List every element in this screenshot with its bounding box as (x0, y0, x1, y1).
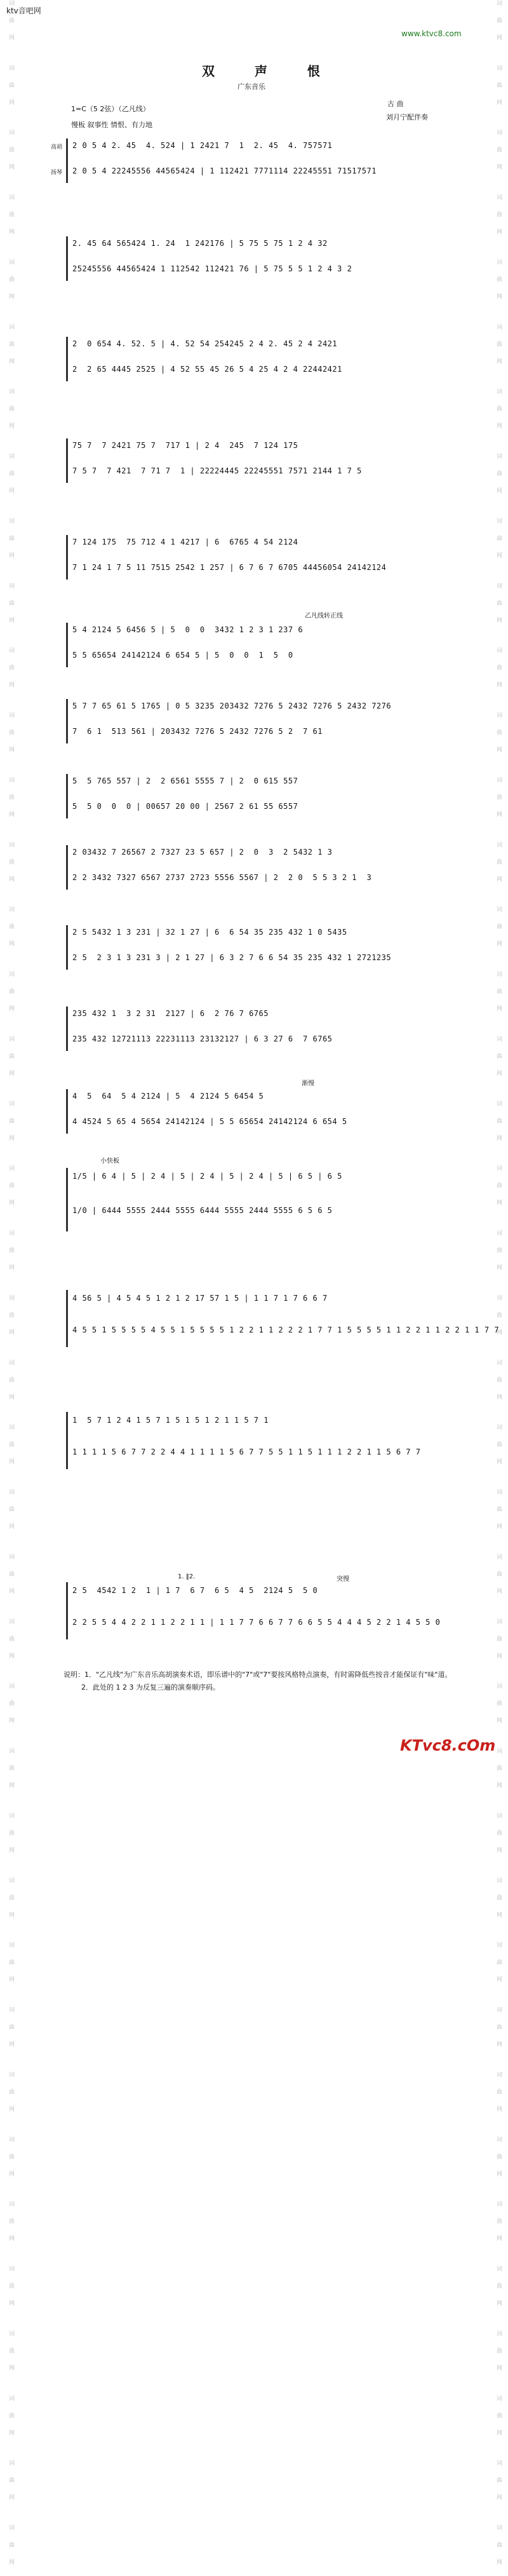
accompaniment-line: 2 5 2 3 1 3 231 3 | 2 1 27 | 6 3 2 7 6 6 54 35 235 432 1 2721235 (72, 953, 392, 962)
instrument-label-bottom: 扬琴 (51, 170, 63, 176)
system-brace (66, 623, 68, 667)
system-brace (66, 139, 68, 183)
accompaniment-line: 2 2 5 5 4 4 2 2 1 1 2 2 1 1 | 1 1 7 7 6 6 7 7 6 6 5 5 4 4 4 5 2 2 1 4 5 5 0 (72, 1618, 441, 1627)
accompaniment-line: 235 432 12721113 22231113 23132127 | 6 3 27 6 7 6765 (72, 1034, 333, 1043)
accompaniment-line: 4 4524 5 65 4 5654 24142124 | 5 5 65654 24142124 6 654 5 (72, 1117, 347, 1126)
score-system (69, 845, 458, 890)
footnote-1: 说明：1．"乙凡线"为广东音乐高胡演奏术语，即乐谱中的"7"或"7"要按风格特点演奏，有时需降低些按音才能保证有"味"道。 (64, 1671, 452, 1679)
melody-line: 2 5 5432 1 3 231 | 32 1 27 | 6 6 54 35 235 432 1 0 5435 (72, 928, 347, 937)
system-brace (66, 1290, 68, 1347)
accompaniment-line: 2 2 3432 7327 6567 2737 2723 5556 5567 | 2 2 0 5 5 3 2 1 3 (72, 873, 372, 882)
system-brace (66, 1582, 68, 1639)
melody-line: 1/5 | 6 4 | 5 | 2 4 | 5 | 2 4 | 5 | 2 4 | 5 | 6 5 | 6 5 (72, 1172, 342, 1181)
subtitle: 广东音乐 (237, 83, 265, 91)
score-system (69, 438, 458, 483)
melody-line: 5 4 2124 5 6456 5 | 5 0 0 3432 1 2 3 1 237 6 (72, 625, 304, 634)
site-url[interactable]: www.ktvc8.com (401, 29, 462, 38)
score-system (69, 535, 458, 580)
melody-line: 4 5 64 5 4 2124 | 5 4 2124 5 6454 5 (72, 1092, 264, 1101)
instrument-label-top: 高胡 (51, 144, 63, 151)
score-system (51, 139, 458, 183)
tempo-marking: 慢板 叙事性 情恨、有力地 (71, 121, 152, 129)
song-title: 双 声 恨 (202, 64, 338, 79)
score-system (69, 1412, 458, 1469)
melody-line: 75 7 7 2421 75 7 717 1 | 2 4 245 7 124 175 (72, 441, 298, 450)
melody-line: 1 5 7 1 2 4 1 5 7 1 5 1 5 1 2 1 1 5 7 1 (72, 1416, 269, 1425)
footnotes (64, 1670, 457, 1693)
accompaniment-line: 1 1 1 1 5 6 7 7 2 2 4 4 1 1 1 1 5 6 7 7 5 5 1 1 5 1 1 1 2 2 1 1 5 6 7 7 (72, 1447, 421, 1456)
melody-line: 2 03432 7 26567 2 7327 23 5 657 | 2 0 3 2 5432 1 3 (72, 848, 333, 857)
score-system (69, 1582, 458, 1639)
composer: 古 曲 (387, 100, 404, 108)
score-system (69, 236, 458, 281)
system-brace (66, 337, 68, 381)
accompaniment-line: 7 5 7 7 421 7 71 7 1 | 22224445 22245551 7571 2144 1 7 5 (72, 466, 362, 475)
annotation-line-change: 乙凡线转正线 (305, 613, 343, 620)
score-system (69, 699, 458, 743)
system-brace (66, 845, 68, 890)
accompaniment-line: 5 5 0 0 0 | 00657 20 00 | 2567 2 61 55 6557 (72, 802, 298, 811)
accompaniment-line: 2 0 5 4 22245556 44565424 | 1 112421 7771114 22245551 71517571 (72, 166, 377, 175)
footnote-2: 2．此处的 1 2 3 为反复三遍的演奏顺序码。 (81, 1683, 220, 1691)
melody-line: 5 5 765 557 | 2 2 6561 5555 7 | 2 0 615 557 (72, 776, 298, 785)
side-watermark-right: 词曲网 词曲网 词曲网 词曲网 词曲网 词曲网 词曲网 词曲网 词曲网 词曲网 词曲网 词曲网 词曲网 词曲网 词曲网 词曲网 词曲网 词曲网 词曲网 词曲网 词曲网 词曲网 词曲网 词曲网 词曲网 词曲网 词曲网 词曲网 词曲网 词曲网 词曲网 词曲网 词曲网 词曲网 词曲网 词曲网 词曲网 词曲网 词曲网 词曲网 (495, 0, 502, 2576)
system-brace (66, 438, 68, 483)
annotation-fast: 小快板 (100, 1158, 119, 1165)
melody-line: 5 7 7 65 61 5 1765 | 0 5 3235 203432 7276 5 2432 7276 5 2432 7276 (72, 702, 392, 710)
melody-line: 2 5 4542 1 2 1 | 1 7 6 7 6 5 4 5 2124 5 5 0 (72, 1586, 318, 1595)
melody-line: 4 56 5 | 4 5 4 5 1 2 1 2 17 57 1 5 | 1 1 7 1 7 6 6 7 (72, 1294, 328, 1303)
accompaniment-line: 25245556 44565424 1 112542 112421 76 | 5 75 5 5 1 2 4 3 2 (72, 264, 352, 273)
system-brace (66, 699, 68, 743)
system-brace (66, 1168, 68, 1231)
annotation-sudden-slow: 突慢 (337, 1576, 349, 1583)
side-watermark-left: 词曲网 词曲网 词曲网 词曲网 词曲网 词曲网 词曲网 词曲网 词曲网 词曲网 词曲网 词曲网 词曲网 词曲网 词曲网 词曲网 词曲网 词曲网 词曲网 词曲网 词曲网 词曲网 词曲网 词曲网 词曲网 词曲网 词曲网 词曲网 词曲网 词曲网 词曲网 词曲网 词曲网 词曲网 词曲网 词曲网 词曲网 词曲网 词曲网 词曲网 (8, 0, 14, 2576)
accompaniment-line: 7 1 24 1 7 5 11 7515 2542 1 257 | 6 7 6 7 6705 44456054 24142124 (72, 563, 387, 572)
score-system (69, 1089, 458, 1134)
system-brace (66, 535, 68, 580)
melody-line: 2. 45 64 565424 1. 24 1 242176 | 5 75 5 75 1 2 4 32 (72, 239, 328, 248)
melody-line: 235 432 1 3 2 31 2127 | 6 2 76 7 6765 (72, 1009, 269, 1018)
accompaniment-line: 7 6 1 513 561 | 203432 7276 5 2432 7276 5 2 7 61 (72, 727, 323, 736)
score-system (69, 623, 458, 667)
accompaniment-line: 1/0 | 6444 5555 2444 5555 6444 5555 2444 5555 6 5 6 5 (72, 1206, 333, 1215)
melody-line: 7 124 175 75 712 4 1 4217 | 6 6765 4 54 2124 (72, 538, 298, 546)
arranger: 刘月宁配伴奏 (386, 113, 428, 121)
system-brace (66, 1007, 68, 1051)
score-system (69, 925, 458, 970)
melody-line: 2 0 5 4 2. 45 4. 524 | 1 2421 7 1 2. 45 4. 757571 (72, 141, 333, 150)
annotation-endings: 1. ‖2. (178, 1573, 196, 1580)
system-brace (66, 236, 68, 281)
score-system (69, 1290, 500, 1347)
melody-line: 2 0 654 4. 52. 5 | 4. 52 54 254245 2 4 2. 45 2 4 2421 (72, 339, 338, 348)
system-brace (66, 1412, 68, 1469)
accompaniment-line: 4 5 5 1 5 5 5 5 4 5 5 1 5 5 5 5 1 2 2 1 1 2 2 2 1 7 7 1 5 5 5 5 1 1 2 2 1 1 2 2 1 1 7 7 (72, 1325, 500, 1334)
key-signature: 1=C（5 2弦）（乙凡线） (71, 105, 150, 113)
annotation-slow: 渐慢 (302, 1080, 314, 1087)
score-system (69, 1168, 458, 1231)
score-system (69, 1007, 458, 1051)
system-brace (66, 774, 68, 818)
accompaniment-line: 2 2 65 4445 2525 | 4 52 55 45 26 5 4 25 4 2 4 22442421 (72, 365, 342, 374)
system-brace (66, 1089, 68, 1134)
score-system (69, 337, 458, 381)
accompaniment-line: 5 5 65654 24142124 6 654 5 | 5 0 0 1 5 0 (72, 651, 293, 660)
score-system (69, 774, 458, 818)
site-name-left: ktv音吧网 (6, 6, 41, 15)
site-logo[interactable]: KTvc8.cOm (400, 1737, 496, 1754)
system-brace (66, 925, 68, 970)
